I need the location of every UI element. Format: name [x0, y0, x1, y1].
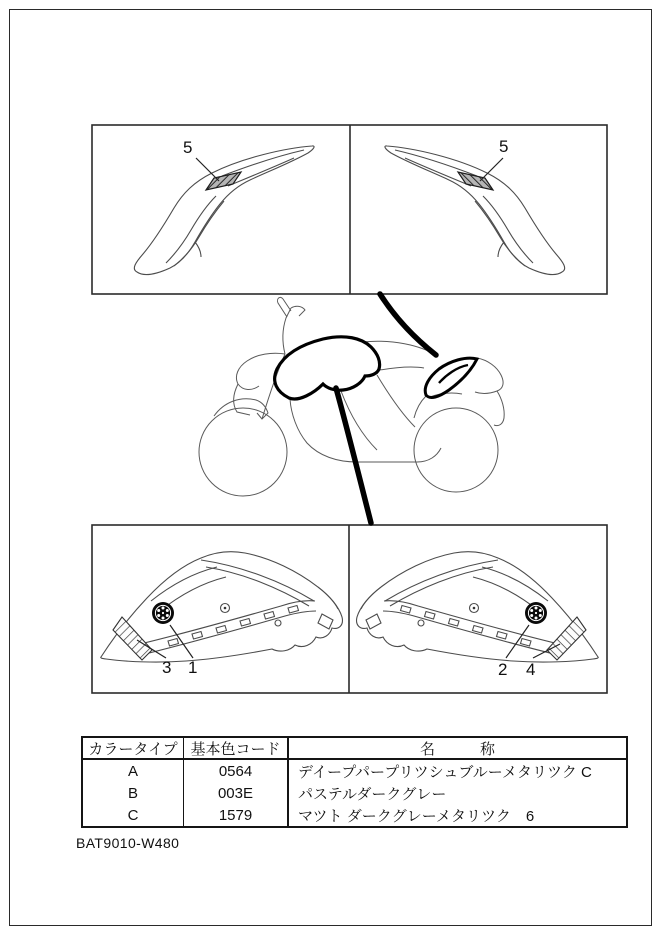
connector-lines	[336, 294, 436, 523]
table-header-row	[83, 738, 626, 760]
rear-side-cover-right-drawing	[385, 146, 565, 275]
color-type-cell: C	[83, 804, 184, 826]
table-row	[83, 782, 626, 804]
tank-side-cover-left-drawing	[101, 552, 343, 662]
header-color-type: カラータイプ	[83, 738, 184, 759]
motorcycle-silhouette	[199, 297, 504, 496]
front-wheel	[199, 408, 287, 496]
document-code: BAT9010-W480	[76, 835, 180, 851]
callout-4: 4	[526, 660, 536, 679]
header-name: 名 称	[419, 741, 495, 758]
vent-hatch-area	[113, 617, 152, 660]
fuel-tank-highlight	[275, 337, 380, 399]
callout-2: 2	[498, 660, 508, 679]
rear-cover-highlight	[425, 358, 477, 397]
header-base-color-code: 基本色コード	[184, 738, 289, 759]
emblem-slot	[206, 172, 241, 190]
color-name-cell: マツト ダークグレーメタリツク 6	[298, 807, 535, 825]
callout-5-right: 5	[499, 137, 509, 156]
round-emblem	[152, 602, 174, 624]
rear-side-cover-left-drawing	[134, 146, 314, 275]
tank-side-cover-right-drawing	[357, 552, 599, 662]
table-row	[83, 760, 626, 782]
callout-3: 3	[162, 658, 172, 677]
color-type-cell: A	[83, 760, 184, 782]
color-code-cell: 0564	[184, 760, 289, 782]
color-type-cell: B	[83, 782, 184, 804]
color-code-cell: 1579	[184, 804, 289, 826]
highlighted-panels	[275, 337, 477, 399]
color-name-cell: デイープパープリツシュブルーメタリツク C	[298, 763, 592, 781]
callout-5-left: 5	[183, 138, 193, 157]
callout-1: 1	[188, 658, 198, 677]
table-row	[83, 804, 626, 826]
color-code-table	[81, 736, 628, 828]
color-code-cell: 003E	[184, 782, 289, 804]
color-name-cell: パステルダークグレー	[298, 785, 447, 803]
rear-wheel	[414, 408, 498, 492]
